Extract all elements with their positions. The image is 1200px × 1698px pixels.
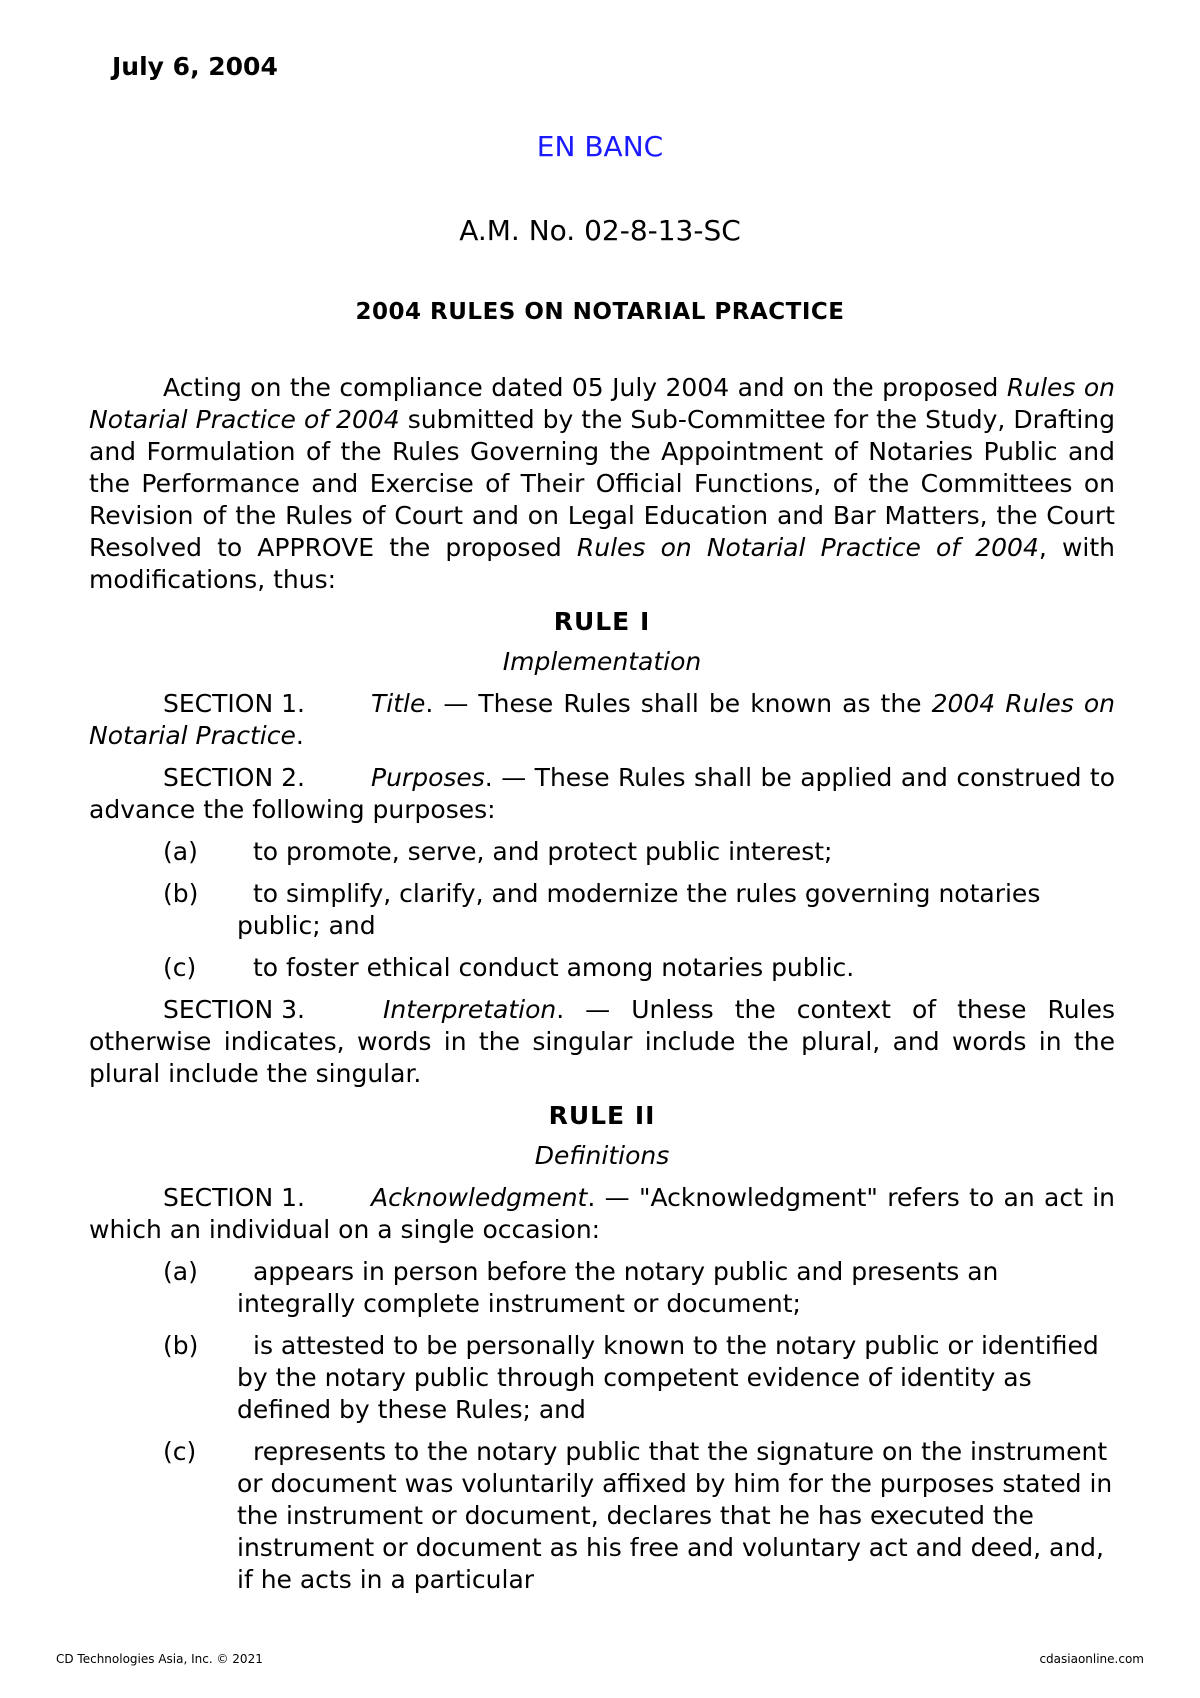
intro-paragraph xyxy=(89,372,1115,596)
section-paragraph xyxy=(89,762,1115,826)
list-item-text: appears in person before the notary public and presents an integrally complete instrument or document; xyxy=(237,1257,999,1318)
list-item-label: (b) xyxy=(163,879,199,908)
list-item xyxy=(89,1436,1115,1596)
list-item-text: is attested to be personally known to the notary public or identified by the notary public through competent evidence of identity as defined by these Rules; and xyxy=(237,1331,1099,1424)
list-item-text: to simplify, clarify, and modernize the rules governing notaries public; and xyxy=(237,879,1041,940)
intro-italic-2: Rules on Notarial Practice of 2004 xyxy=(576,533,1039,562)
list-item-label: (a) xyxy=(163,1257,198,1286)
list-item-text: to foster ethical conduct among notaries public. xyxy=(253,953,855,982)
list-item xyxy=(89,1330,1115,1426)
section-term: Purposes xyxy=(371,763,485,792)
section-label: SECTION 1. xyxy=(163,1183,305,1212)
list-item-label: (c) xyxy=(163,1437,197,1466)
section-term: Interpretation xyxy=(383,995,557,1024)
rule-subheading: Implementation xyxy=(502,647,702,676)
court-division: EN BANC xyxy=(536,130,664,163)
section-text: . — "Acknowledgment" refers to an act in which an individual on a single occasion: xyxy=(89,1183,1115,1244)
section-label: SECTION 1. xyxy=(163,689,305,718)
section-reference: 2004 Rules on Notarial Practice xyxy=(89,689,1115,750)
section-paragraph xyxy=(89,994,1115,1090)
section-paragraph xyxy=(89,688,1115,752)
rule-subheading: Definitions xyxy=(534,1141,670,1170)
list-item xyxy=(89,836,1115,868)
list-item-label: (a) xyxy=(163,837,198,866)
section-text: . — These Rules shall be applied and construed to advance the following purposes: xyxy=(89,763,1115,824)
document-title: 2004 RULES ON NOTARIAL PRACTICE xyxy=(355,299,845,325)
list-item xyxy=(89,952,1115,984)
section-text: . — These Rules shall be known as the xyxy=(425,689,932,718)
section-term: Title xyxy=(371,689,426,718)
document-date: July 6, 2004 xyxy=(112,52,278,81)
list-item-text: represents to the notary public that the signature on the instrument or document was voluntarily affixed by him for the purposes stated in the instrument or document, declares that he has executed the instrument or document as his free and voluntary act and deed, and, if he acts in a particular xyxy=(237,1437,1113,1594)
intro-text-2: submitted by the Sub-Committee for the Study, Drafting and Formulation of the Rules Governing the Appointment of Notaries Public and the Performance and Exercise of Their Official Functions, of the Committees on Revision of the Rules of Court and on Legal Education and Bar Matters, the Court Resolved to APPROVE the proposed xyxy=(89,405,1116,562)
section-paragraph xyxy=(89,1182,1115,1246)
section-end: . xyxy=(295,721,304,750)
list-item xyxy=(89,1256,1115,1320)
list-item-label: (c) xyxy=(163,953,197,982)
document-body xyxy=(89,372,1115,1596)
docket-number: A.M. No. 02-8-13-SC xyxy=(459,214,741,247)
footer-website: cdasiaonline.com xyxy=(1039,1652,1144,1666)
list-item xyxy=(89,878,1115,942)
intro-text-1: Acting on the compliance dated 05 July 2004 and on the proposed xyxy=(163,373,1007,402)
section-label: SECTION 2. xyxy=(163,763,305,792)
section-label: SECTION 3. xyxy=(163,995,305,1024)
footer-copyright: CD Technologies Asia, Inc. © 2021 xyxy=(56,1652,263,1666)
section-term: Acknowledgment xyxy=(371,1183,588,1212)
intro-text-3: , with modifications, thus: xyxy=(89,533,1115,594)
list-item-label: (b) xyxy=(163,1331,199,1360)
section-text: . — Unless the context of these Rules otherwise indicates, words in the singular include the plural, and words in the plural include the singular. xyxy=(89,995,1115,1088)
rule-heading: RULE II xyxy=(548,1101,656,1130)
list-item-text: to promote, serve, and protect public interest; xyxy=(253,837,833,866)
rule-heading: RULE I xyxy=(553,607,651,636)
intro-italic-1: Rules on Notarial Practice of 2004 xyxy=(89,373,1116,434)
